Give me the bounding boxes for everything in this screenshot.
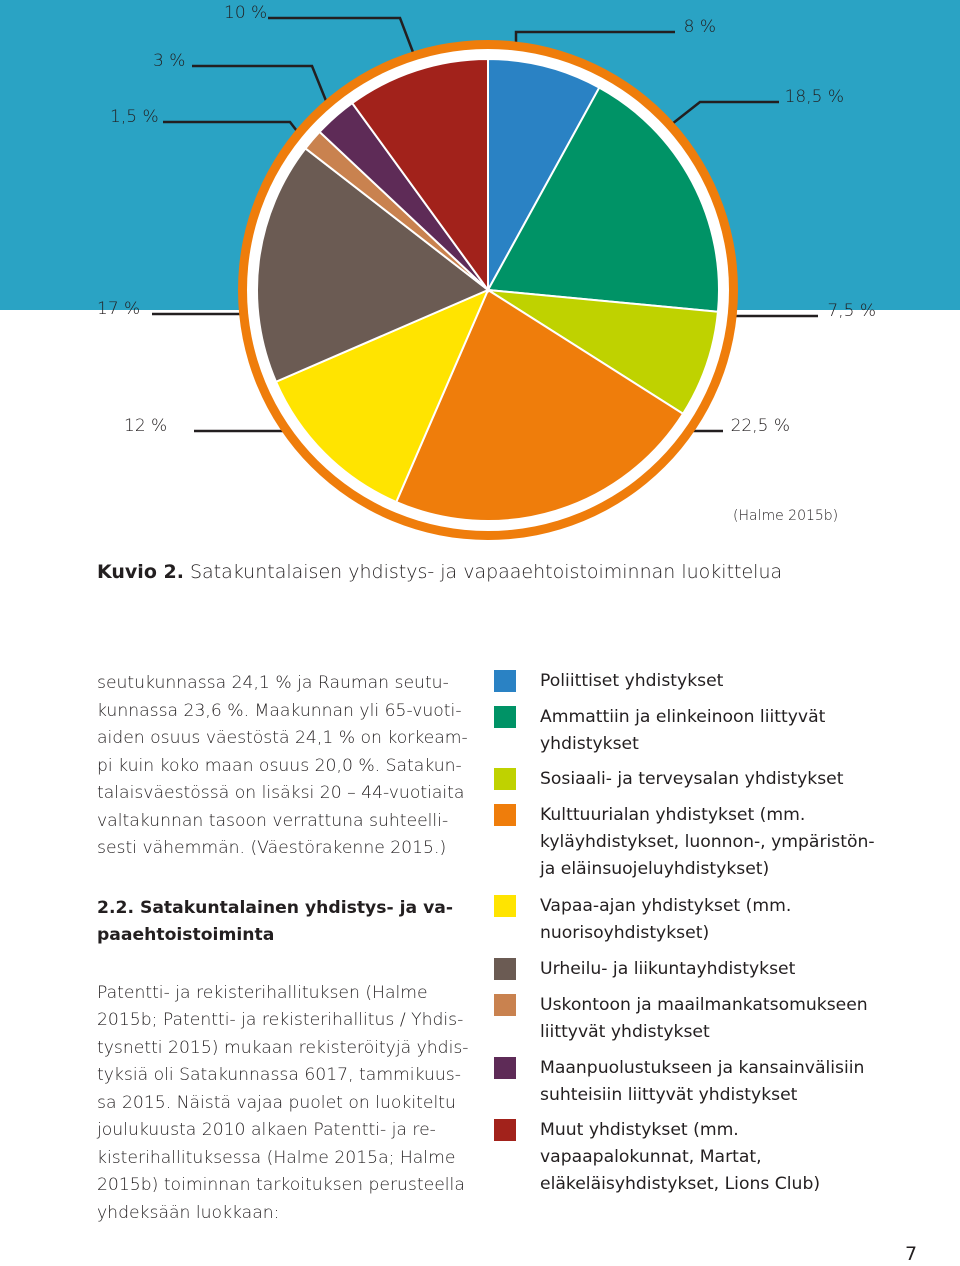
legend-item	[494, 893, 894, 947]
chart-legend	[494, 668, 894, 1198]
slice-value-label: 7,5 %	[827, 301, 876, 321]
legend-item	[494, 992, 894, 1046]
chart-source-note: (Halme 2015b)	[733, 508, 839, 524]
slice-value-label: 18,5 %	[784, 87, 844, 107]
legend-swatch	[494, 958, 516, 980]
slice-value-label: 1,5 %	[110, 107, 159, 127]
slice-value-label: 3 %	[153, 51, 186, 71]
legend-item	[494, 668, 894, 695]
pie-slices	[257, 59, 719, 521]
legend-swatch	[494, 1057, 516, 1079]
figure-caption	[97, 561, 782, 583]
legend-swatch	[494, 670, 516, 692]
legend-label: Ammattiin ja elinkeinoon liittyvät yhdistykset	[540, 707, 826, 754]
body-text-column	[97, 670, 470, 1227]
legend-label: Uskontoon ja maailmankatsomukseen liittyvät yhdistykset	[540, 995, 868, 1042]
legend-label: Kulttuurialan yhdistykset (mm. kyläyhdistykset, luonnon-, ympäristön- ja eläinsuojeluyhdistykset)	[540, 805, 875, 879]
legend-label: Maanpuolustukseen ja kansainvälisiin suhteisiin liittyvät yhdistykset	[540, 1058, 865, 1105]
legend-label: Poliittiset yhdistykset	[540, 671, 724, 691]
legend-item	[494, 802, 894, 883]
slice-value-label: 17 %	[97, 299, 141, 319]
legend-label: Urheilu- ja liikuntayhdistykset	[540, 959, 796, 979]
legend-item	[494, 956, 894, 983]
page-number: 7	[905, 1243, 918, 1265]
legend-swatch	[494, 994, 516, 1016]
legend-label: Muut yhdistykset (mm. vapaapalokunnat, Martat, eläkeläisyhdistykset, Lions Club)	[540, 1120, 821, 1194]
legend-swatch	[494, 804, 516, 826]
slice-value-label: 10 %	[224, 3, 268, 23]
legend-swatch	[494, 706, 516, 728]
legend-swatch	[494, 768, 516, 790]
section-heading: 2.2. Satakuntalainen yhdistys- ja vapaaehtoistoiminta	[97, 897, 454, 945]
legend-swatch	[494, 1119, 516, 1141]
legend-swatch	[494, 895, 516, 917]
slice-value-label: 8 %	[683, 17, 716, 37]
legend-item	[494, 1055, 894, 1109]
figure-number: Kuvio 2.	[97, 561, 184, 583]
pie-chart	[0, 0, 960, 540]
slice-value-label: 12 %	[124, 416, 168, 436]
figure-caption-text: Satakuntalaisen yhdistys- ja vapaaehtoistoiminnan luokittelua	[183, 561, 783, 583]
legend-label: Vapaa-ajan yhdistykset (mm. nuorisoyhdistykset)	[540, 896, 792, 943]
slice-value-label: 22,5 %	[730, 416, 790, 436]
legend-item	[494, 1117, 894, 1198]
legend-item	[494, 766, 894, 793]
legend-label: Sosiaali- ja terveysalan yhdistykset	[540, 769, 844, 789]
body-paragraph: Patentti- ja rekisterihallituksen (Halme 2015b; Patentti- ja rekisterihallitus / Yhdistysnetti 2015) mukaan rekisteröityjä yhdistyksiä oli Satakunnassa 6017, tammikuussa 2015. Näistä vajaa puolet on luokiteltu joulukuusta 2010 alkaen Patentti- ja rekisterihallituksessa (Halme 2015a; Halme 2015b) toiminnan tarkoituksen perusteella yhdeksään luokkaan:	[97, 982, 469, 1223]
legend-item	[494, 704, 894, 758]
body-paragraph: seutukunnassa 24,1 % ja Rauman seutukunnassa 23,6 %. Maakunnan yli 65-vuotiaiden osuus väestöstä 24,1 % on korkeampi kuin koko maan osuus 20,0 %. Satakuntalaisväestössä on lisäksi 20 – 44-vuotiaita valtakunnan tasoon verrattuna suhteellisesti vähemmän. (Väestörakenne 2015.)	[97, 673, 468, 858]
